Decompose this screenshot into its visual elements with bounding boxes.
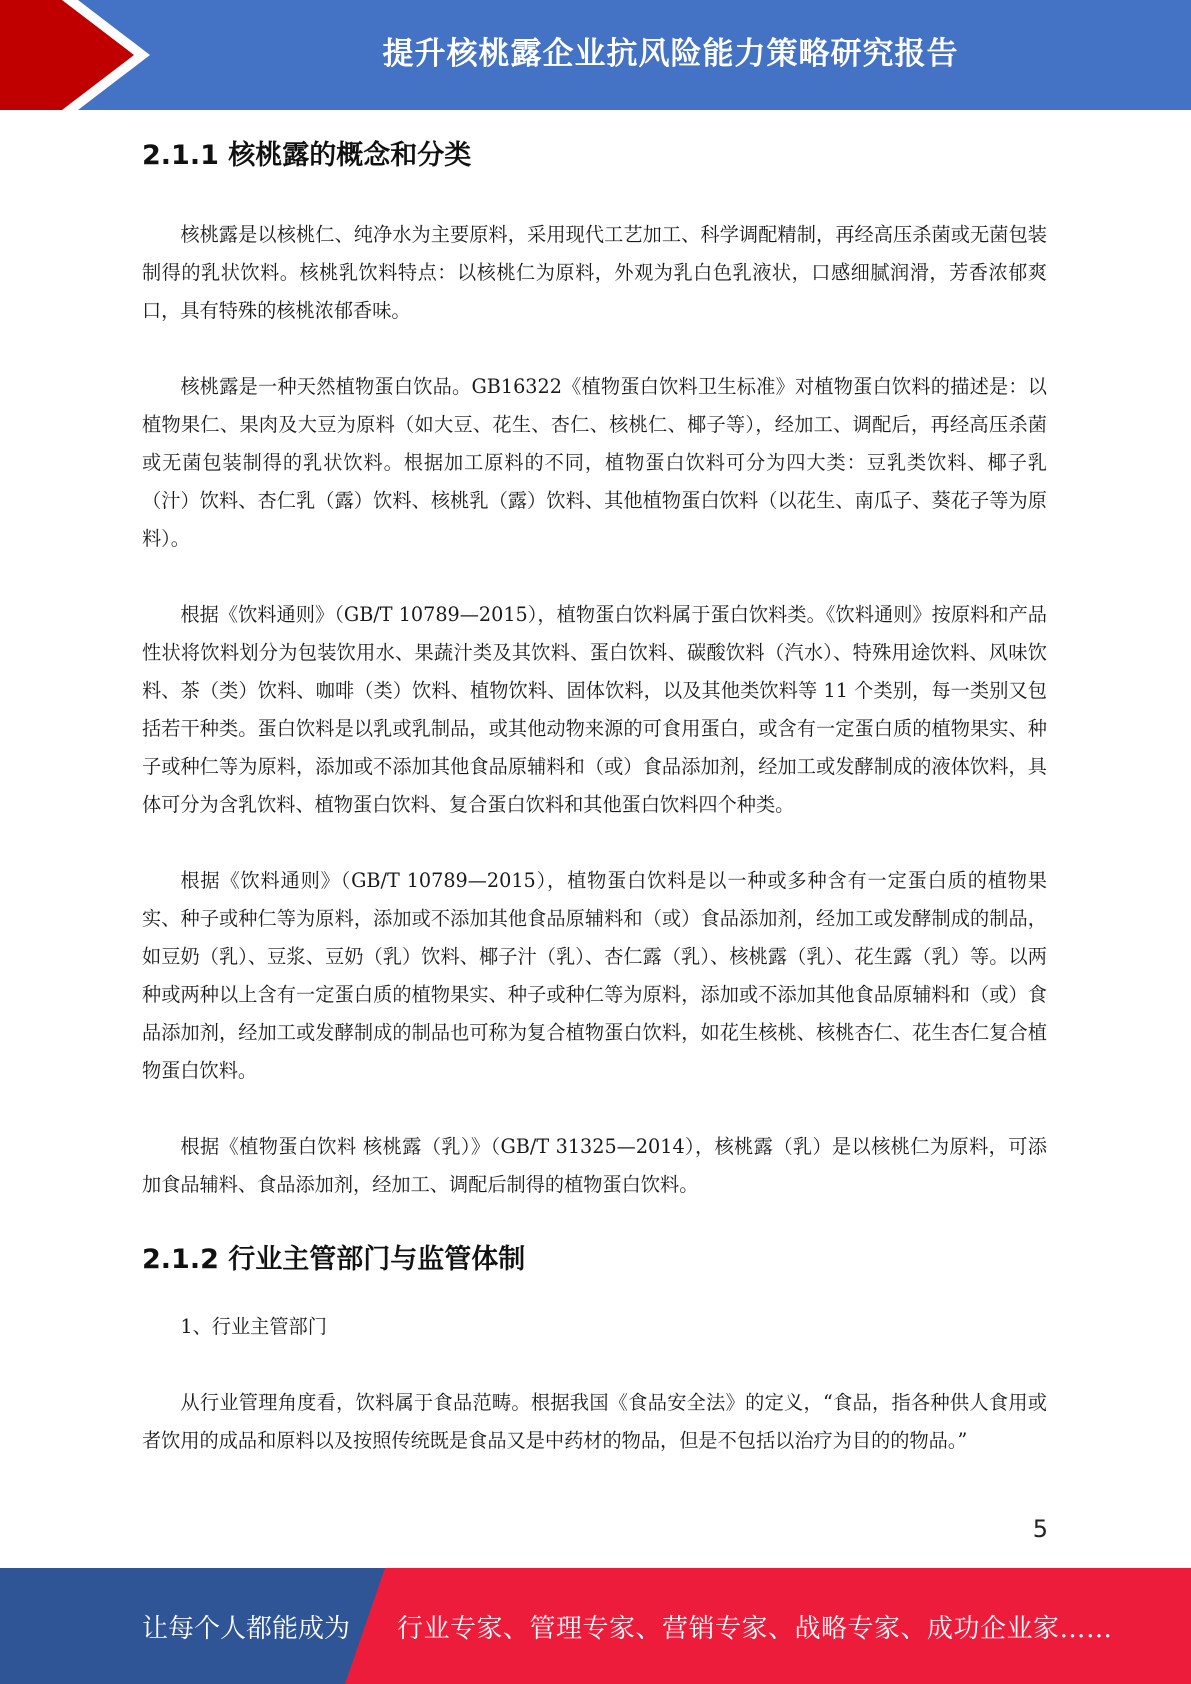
report-title: 提升核桃露企业抗风险能力策略研究报告	[382, 35, 959, 72]
page-footer	[0, 1568, 1191, 1684]
section-heading-2-1-1: 2.1.1 核桃露的概念和分类	[142, 140, 472, 171]
paragraph: 核桃露是以核桃仁、纯净水为主要原料，采用现代工艺加工、科学调配精制，再经高压杀菌或无菌包装制得的乳状饮料。核桃乳饮料特点：以核桃仁为原料，外观为乳白色乳液状，口感细腻润滑，芳香浓郁爽口，具有特殊的核桃浓郁香味。	[142, 223, 1047, 322]
paragraph: 根据《植物蛋白饮料 核桃露（乳）》（GB/T 31325—2014），核桃露（乳）是以核桃仁为原料，可添加食品辅料、食品添加剂，经加工、调配后制得的植物蛋白饮料。	[142, 1135, 1047, 1196]
section-heading-2-1-2: 2.1.2 行业主管部门与监管体制	[142, 1244, 526, 1275]
page-header	[0, 0, 1191, 110]
footer-slogan-right: 行业专家、管理专家、营销专家、战略专家、成功企业家……	[397, 1613, 1113, 1644]
page-number: 5	[1032, 1515, 1048, 1543]
paragraph: 根据《饮料通则》（GB/T 10789—2015），植物蛋白饮料属于蛋白饮料类。《饮料通则》按原料和产品性状将饮料划分为包装饮用水、果蔬汁类及其饮料、蛋白饮料、碳酸饮料（汽水）、特殊用途饮料、风味饮料、茶（类）饮料、咖啡（类）饮料、植物饮料、固体饮料，以及其他类饮料等 11 个类别，每一类别又包括若干种类。蛋白饮料是以乳或乳制品，或其他动物来源的可食用蛋白，或含有一定蛋白质的植物果实、种子或种仁等为原料，添加或不添加其他食品原辅料和（或）食品添加剂，经加工或发酵制成的液体饮料，具体可分为含乳饮料、植物蛋白饮料、复合蛋白饮料和其他蛋白饮料四个种类。	[142, 603, 1047, 816]
footer-slogan-left: 让每个人都能成为	[142, 1613, 351, 1644]
paragraph: 从行业管理角度看，饮料属于食品范畴。根据我国《食品安全法》的定义，“食品，指各种供人食用或者饮用的成品和原料以及按照传统既是食品又是中药材的物品，但是不包括以治疗为目的的物品。”	[142, 1391, 1047, 1452]
paragraph: 核桃露是一种天然植物蛋白饮品。GB16322《植物蛋白饮料卫生标准》对植物蛋白饮料的描述是：以植物果仁、果肉及大豆为原料（如大豆、花生、杏仁、核桃仁、椰子等），经加工、调配后，再经高压杀菌或无菌包装制得的乳状饮料。根据加工原料的不同，植物蛋白饮料可分为四大类：豆乳类饮料、椰子乳（汁）饮料、杏仁乳（露）饮料、核桃乳（露）饮料、其他植物蛋白饮料（以花生、南瓜子、葵花子等为原料）。	[142, 375, 1047, 550]
paragraph: 根据《饮料通则》（GB/T 10789—2015），植物蛋白饮料是以一种或多种含有一定蛋白质的植物果实、种子或种仁等为原料，添加或不添加其他食品原辅料和（或）食品添加剂，经加工或发酵制成的制品，如豆奶（乳）、豆浆、豆奶（乳）饮料、椰子汁（乳）、杏仁露（乳）、核桃露（乳）、花生露（乳）等。以两种或两种以上含有一定蛋白质的植物果实、种子或种仁等为原料，添加或不添加其他食品原辅料和（或）食品添加剂，经加工或发酵制成的制品也可称为复合植物蛋白饮料，如花生核桃、核桃杏仁、花生杏仁复合植物蛋白饮料。	[142, 869, 1047, 1082]
document-body	[142, 120, 1047, 1460]
subheading-item: 1、行业主管部门	[180, 1315, 327, 1338]
